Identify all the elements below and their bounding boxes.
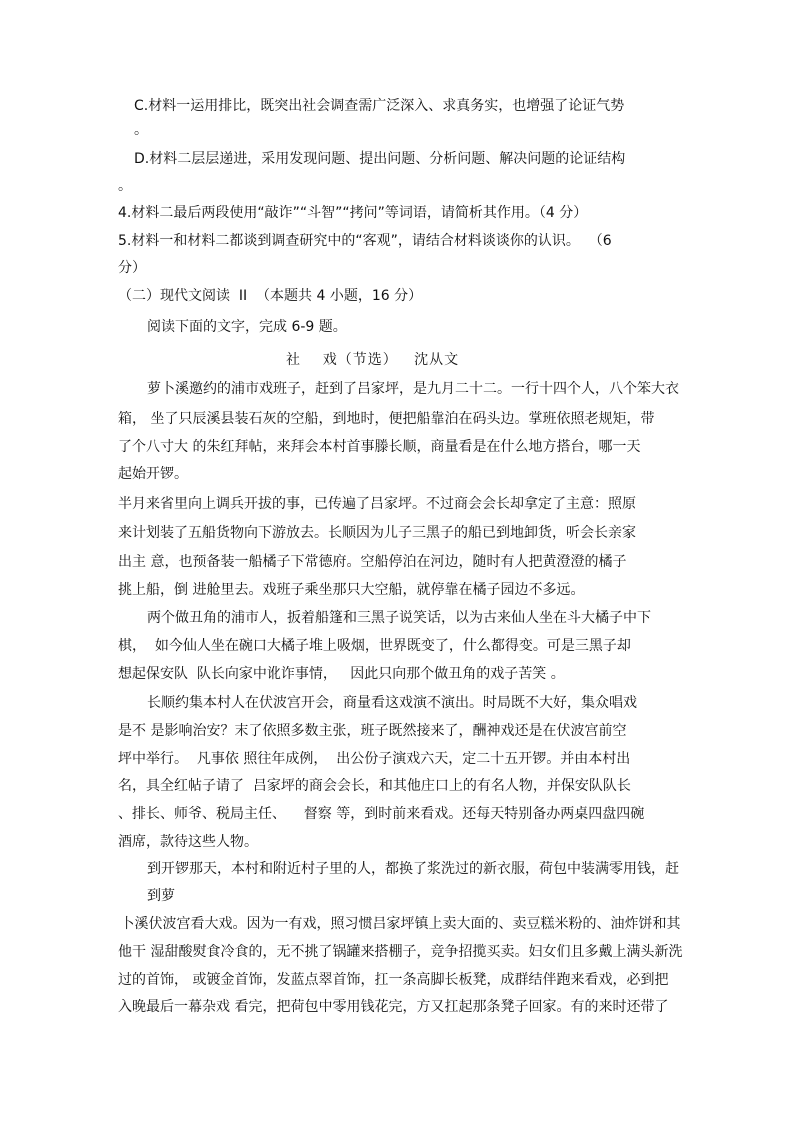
question-5-line1: 5.材料一和材料二都谈到调查研究中的“客观”，请结合材料谈谈你的认识。 （6 <box>118 233 612 249</box>
option-c-line1: C.材料一运用排比，既突出社会调查需广泛深入、求真务实，也增强了论证气势 <box>134 98 625 114</box>
question-5-line2: 分） <box>118 260 146 276</box>
passage-line: 入晚最后一幕杂戏 看完，把荷包中零用钱花完，方又扛起那条凳子回家。有的来时还带了 <box>118 999 669 1015</box>
passage-line: 名，具全红帖子请了 吕家坪的商会会长，和其他庄口上的有名人物，并保安队队长 <box>118 778 631 794</box>
passage-line: 挑上船，倒 进舱里去。戏班子乘坐那只大空船，就停靠在橘子园边不多远。 <box>118 582 585 598</box>
section-instruction: 阅读下面的文字，完成 6-9 题。 <box>147 319 347 335</box>
passage-line: 起始开锣。 <box>118 466 188 482</box>
section-header: （二）现代文阅读 II （本题共 4 小题，16 分） <box>118 288 423 304</box>
question-4: 4.材料二最后两段使用“敲诈”“斗智”“拷问”等词语，请简析其作用。（4 分） <box>118 205 588 221</box>
passage-line: 过的首饰， 或镀金首饰，发蓝点翠首饰，扛一条高脚长板凳，成群结伴跑来看戏，必到把 <box>118 972 669 988</box>
passage-line: 是不 是影响治安？末了依照多数主张，班子既然接来了，酬神戏还是在伏波宫前空 <box>118 723 627 739</box>
option-c-line2: 。 <box>134 122 148 138</box>
passage-line: 到萝 <box>147 888 175 904</box>
passage-line: 两个做丑角的浦市人，扳着船篷和三黑子说笑话，以为古来仙人坐在斗大橘子中下 <box>147 610 651 626</box>
passage-line: 想起保安队 队长向家中讹诈事情， 因此只向那个做丑角的戏子苦笑 。 <box>118 666 565 682</box>
passage-line: 半月来省里向上调兵开拔的事，已传遍了吕家坪。不过商会会长却拿定了主意：照原 <box>118 496 636 512</box>
passage-line: 他干 湿甜酸熨食冷食的，无不挑了锅罐来搭棚子，竞争招揽买卖。妇女们且多戴上满头新洗 <box>118 944 683 960</box>
passage-line: 出主 意，也预备装一船橘子下常德府。空船停泊在河边，随时有人把黄澄澄的橘子 <box>118 554 627 570</box>
passage-title: 社 戏（节选） 沈从文 <box>286 352 460 368</box>
passage-line: 长顺约集本村人在伏波宫开会，商量看这戏演不演出。时局既不大好，集众唱戏 <box>147 695 637 711</box>
passage-line: 、排长、师爷、税局主任、 督察 等，到时前来看戏。还每天特别备办两桌四盘四碗 <box>118 806 645 822</box>
passage-line: 到开锣那天，本村和附近村子里的人，都换了浆洗过的新衣服，荷包中装满零用钱，赶 <box>147 861 679 877</box>
passage-line: 坪中举行。 凡事依 照往年成例， 出公份子演戏六天，定二十五开锣。并由本村出 <box>118 751 631 767</box>
passage-line: 箱， 坐了只辰溪县装石灰的空船，到地时，便把船靠泊在码头边。掌班依照老规矩，带 <box>118 411 655 427</box>
passage-line: 棋， 如今仙人坐在碗口大橘子堆上吸烟，世界既变了，什么都得变。可是三黑子却 <box>118 638 631 654</box>
passage-line: 萝卜溪邀约的浦市戏班子，赶到了吕家坪，是九月二十二。一行十四个人，八个笨大衣 <box>147 381 679 397</box>
passage-line: 来计划装了五船货物向下游放去。长顺因为儿子三黑子的船已到地卸货，听会长亲家 <box>118 525 636 541</box>
option-d-line1: D.材料二层层递进，采用发现问题、提出问题、分析问题、解决问题的论证结构 <box>134 151 626 167</box>
passage-line: 酒席，款待这些人物。 <box>118 834 258 850</box>
passage-line: 了个八寸大 的朱红拜帖，来拜会本村首事滕长顺，商量看是在什么地方搭台，哪一天 <box>118 439 641 455</box>
option-d-line2: 。 <box>118 178 132 194</box>
passage-line: 卜溪伏波宫看大戏。因为一有戏，照习惯吕家坪镇上卖大面的、卖豆糕米粉的、油炸饼和其 <box>116 916 681 932</box>
